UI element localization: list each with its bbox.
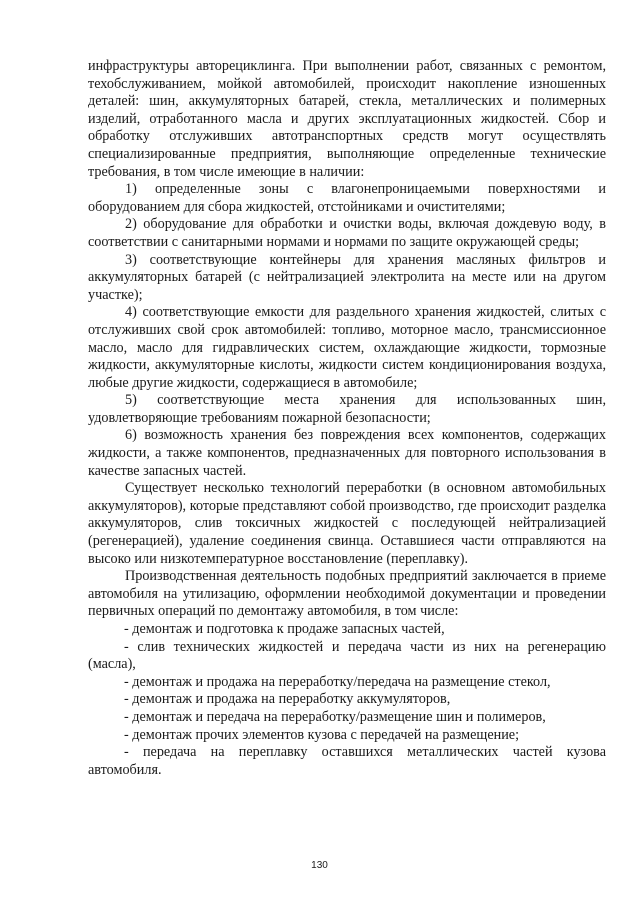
paragraph-intro: инфраструктуры авторециклинга. При выполнении работ, связанных с ремонтом, техобслуживанием, мойкой автомобилей, происходит накопление изношенных деталей: шин, аккумуляторных батарей, стекла, металлических и полимерных изделий, отработанного масла и других эксплуатационных жидкостей. Сбор и обработку отслуживших автотранспортных средств могут осуществлять специализированные предприятия, выполняющие определенные технические требования, в том числе имеющие в наличии: — [88, 58, 606, 180]
body-text — [88, 58, 606, 779]
list-item-3: 3) соответствующие контейнеры для хранения масляных фильтров и аккумуляторных батарей (с нейтрализацией электролита на месте или на другом участке); — [88, 251, 606, 303]
dash-item-5: - демонтаж и передача на переработку/размещение шин и полимеров, — [124, 708, 546, 725]
page-number: 130 — [311, 860, 328, 871]
list-item-4: 4) соответствующие емкости для раздельного хранения жидкостей, слитых с отслуживших свой срок автомобилей: топливо, моторное масло, трансмиссионное масло, масло для гидравлических систем, охлаждающие жидкости, тормозные жидкости, аккумуляторные кислоты, жидкости систем кондиционирования воздуха, любые другие жидкости, содержащиеся в автомобиле; — [88, 304, 606, 391]
paragraph-technologies: Существует несколько технологий переработки (в основном автомобильных аккумуляторов), которые представляют собой производство, где происходит разделка аккумуляторов, слив токсичных жидкостей с последующей нейтрализацией (регенерацией), удаление соединения свинца. Оставшиеся части отправляются на высоко или низкотемпературное восстановление (переплавку). — [88, 480, 606, 567]
dash-item-6: - демонтаж прочих элементов кузова с передачей на размещение; — [124, 726, 520, 743]
list-item-1: 1) определенные зоны с влагонепроницаемыми поверхностями и оборудованием для сбора жидкостей, отстойниками и очистителями; — [88, 181, 606, 215]
dash-item-4: - демонтаж и продажа на переработку аккумуляторов, — [124, 691, 451, 708]
dash-item-2: - слив технических жидкостей и передача части из них на регенерацию (масла), — [88, 638, 606, 673]
dash-item-7: - передача на переплавку оставшихся металлических частей кузова автомобиля. — [88, 744, 606, 778]
list-item-2: 2) оборудование для обработки и очистки воды, включая дождевую воду, в соответствии с санитарными нормами и нормами по защите окружающей среды; — [88, 216, 606, 250]
dash-item-1: - демонтаж и подготовка к продаже запасных частей, — [124, 621, 445, 637]
list-item-5: 5) соответствующие места хранения для использованных шин, удовлетворяющие требованиям пожарной безопасности; — [88, 392, 606, 426]
paragraph-activity: Производственная деятельность подобных предприятий заключается в приеме автомобиля на утилизацию, оформлении необходимой документации и проведении первичных операций по демонтажу автомобиля, в том числе: — [88, 568, 606, 620]
dash-item-3: - демонтаж и продажа на переработку/передача на размещение стекол, — [124, 673, 551, 690]
list-item-6: 6) возможность хранения без повреждения всех компонентов, содержащих жидкости, а также компонентов, предназначенных для повторного использования в качестве запасных частей. — [88, 427, 606, 479]
